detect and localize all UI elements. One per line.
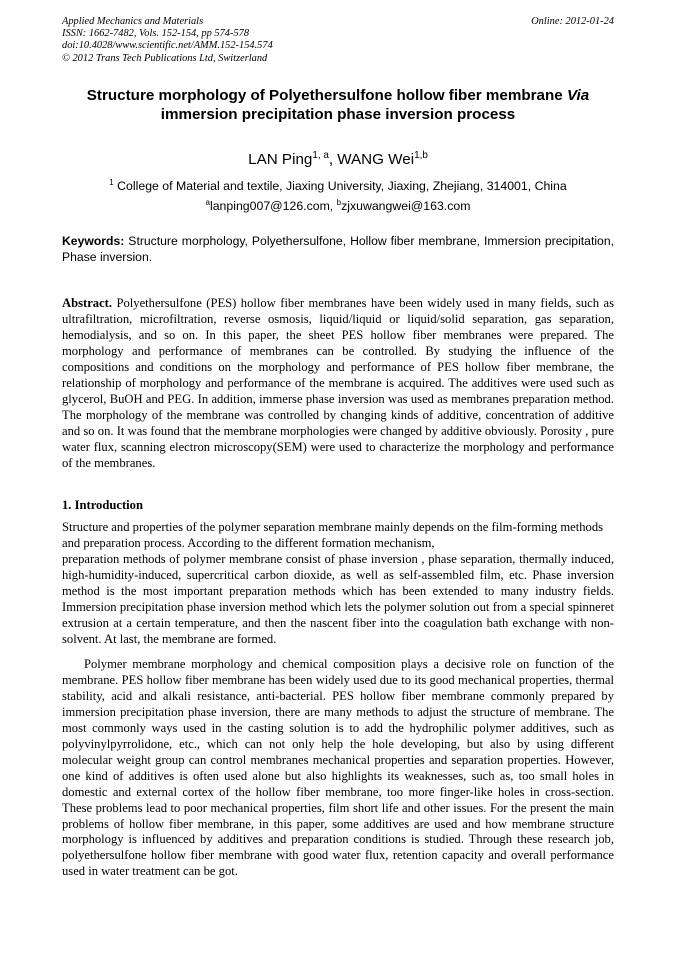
title-italic: Via [566, 87, 590, 104]
keywords-text: Structure morphology, Polyethersulfone, Hollow fiber membrane, Immersion precipitation, Phase inversion. [62, 234, 614, 264]
online-date: Online: 2012-01-24 [531, 16, 614, 27]
keywords [62, 234, 614, 265]
affiliation-marker: 1 [109, 177, 114, 187]
issn-line: ISSN: 1662-7482, Vols. 152-154, pp 574-578 [62, 28, 250, 40]
intro-paragraph-2: Polymer membrane morphology and chemical composition plays a decisive role on function of the membrane. PES hollow fiber membrane has been widely used due to its good mechanical properties, thermal stability, acid and alkali resistance, anti-bacterial. PES hollow fiber membrane commonly prepared by immersion precipitation phase inversion, there are many methods to adjust the structure of membrane. The most commonly ways used in the casting solution is to add the hydrophilic polymer additives, such as polyvinylpyrrolidone, etc., which can not only help the hole developing, but also by using different molecular weight group can control membranes mechanical properties and separation properties. However, one kind of additives is often used alone but also highlights its weaknesses, such as, too small holes in domestic and external cortex of the hollow fiber membrane, too more finger-like holes in cross-section. These problems lead to poor mechanical properties, film short life and other issues. For the present the main problems of hollow fiber membrane, in this paper, some additives are used and how membrane structure morphology is influenced by additives and preparation conditions is studied. Through these research job, polyethersulfone hollow fiber membrane with good water flux, retention capacity and overall performance used in water treatment can be got. [62, 657, 614, 879]
email-b-marker: b [336, 197, 342, 207]
email-line [62, 199, 614, 214]
title-rest: immersion precipitation phase inversion process [160, 106, 516, 123]
affiliation-text: College of Material and textile, Jiaxing University, Jiaxing, Zhejiang, 314001, China [113, 179, 567, 193]
abstract [62, 296, 614, 471]
intro-p1-line1: Structure and properties of the polymer separation membrane mainly depends on the film-forming methods and preparation process. According to the different formation mechanism, [62, 520, 604, 550]
copyright-line: © 2012 Trans Tech Publications Ltd, Switzerland [62, 52, 268, 64]
email-a: lanping007@126.com, [209, 199, 337, 213]
author-1: LAN Ping [248, 151, 313, 168]
affiliation [62, 179, 614, 194]
paper-title [62, 86, 614, 124]
journal-name: Applied Mechanics and Materials [62, 16, 204, 27]
email-a-marker: a [205, 197, 210, 207]
author-2-affil: 1,b [414, 149, 428, 161]
abstract-text: Polyethersulfone (PES) hollow fiber membranes have been widely used in many fields, such as ultrafiltration, microfiltration, reverse osmosis, liquid/liquid or liquid/solid separation, gas separation, hemodialysis, and so on. In this paper, the sheet PES hollow fiber membranes were prepared. The morphology and performance of membranes can be controlled. By studying the influence of the compositions and conditions on the morphology and performance of PES hollow fiber membrane, the relationship of morphology and performance of the membrane is acquired. The additives were used such as glycerol, BuOH and PEG. In addition, immerse phase inversion was used as membranes preparation method. The morphology of the membrane was controlled by changing kinds of additive, concentration of additive and so on. It was found that the membrane morphologies were changed by additive obviously. Porosity , pure water flux, scanning electron microscopy(SEM) were used to characterize the morphology and performance of the membranes. [62, 296, 614, 470]
section-heading: 1. Introduction [62, 498, 143, 512]
intro-p1-rest: preparation methods of polymer membrane consist of phase inversion , phase separation, thermally induced, high-humidity-induced, supercritical carbon dioxide, as well as self-assembled film, etc. Phase inversion method is the most important preparation methods which has been extended to many industry fields. Immersion precipitation phase inversion method which lets the polymer solution out from a special spinneret extrusion at a certain temperature, and then the nascent fiber into the coagulation bath exchange with non-solvent. At last, the membrane are formed. [62, 551, 614, 646]
title-main: Structure morphology of Polyethersulfone hollow fiber membrane [86, 87, 567, 104]
author-list [62, 150, 614, 169]
keywords-label: Keywords: [62, 234, 125, 248]
author-separator: , [328, 151, 338, 168]
journal-header [62, 16, 614, 65]
intro-paragraph-1 [62, 520, 614, 648]
author-2: WANG Wei [337, 151, 415, 168]
doi-line: doi:10.4028/www.scientific.net/AMM.152-154.574 [62, 40, 273, 52]
email-b: zjxuwangwei@163.com [341, 199, 471, 213]
author-1-affil: 1, a [312, 149, 329, 161]
abstract-label: Abstract. [62, 296, 113, 310]
